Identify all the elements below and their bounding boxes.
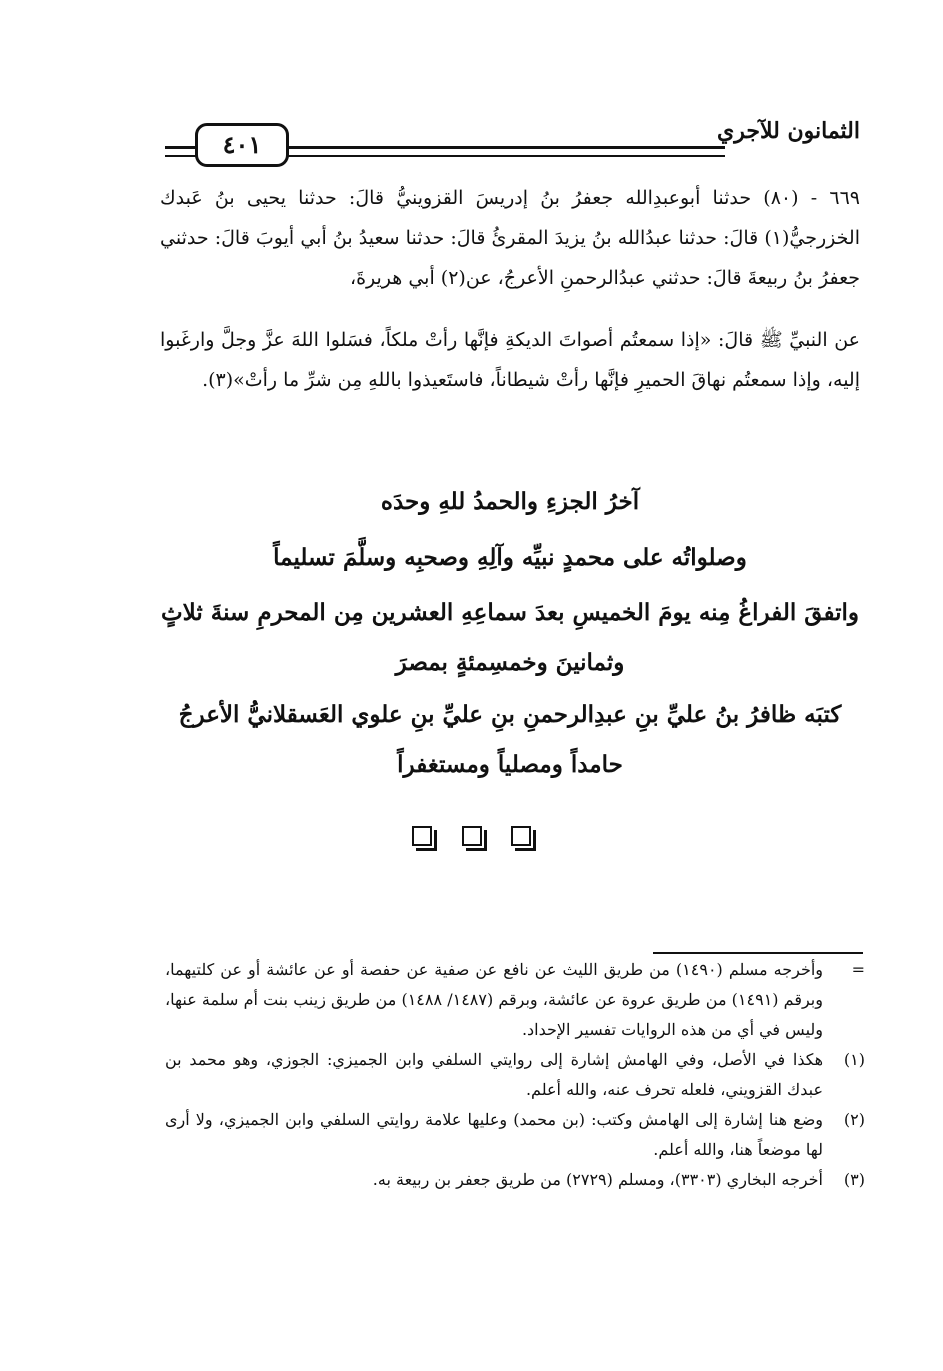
page-header [165,108,860,168]
square-ornament-icon [462,826,482,846]
footnote-number: (٣) [843,1170,865,1189]
hadith-matn: عن النبيِّ ﷺ قالَ: «إذا سمعتُم أصواتَ الديكةِ فإنَّها رأتْ ملكاً، فسَلوا اللهَ عزَّ وجلَّ وارغَبوا إليه، وإذا سمعتُم نهاقَ الحميرِ فإنَّها رأتْ شيطاناً، فاستَعيذوا باللهِ مِن شرِّ ما رأتْ»(٣). [160,329,860,391]
running-title: الثمانون للآجري [717,118,860,144]
footnote-2 [165,1105,865,1165]
footnote-1 [165,1045,865,1105]
section-divider [0,825,943,846]
colophon-line-3: واتفقَ الفراغُ مِنه يومَ الخميسِ بعدَ سماعِهِ العشرين مِن المحرمِ سنةَ ثلاثٍ وثمانينَ وخمسِمئةٍ بمصرَ [161,599,859,676]
footnote-continuation [165,955,865,1045]
footnotes [165,955,865,1195]
footnote-separator [653,952,863,954]
footnote-text: هكذا في الأصل، وفي الهامش إشارة إلى روايتي السلفي وابن الجميزي: الجوزي، وهو محمد بن عبدك القزويني، فلعله تحرف عنه، والله أعلم. [165,1050,823,1099]
page-number: ٤٠١ [195,123,289,167]
footnote-text: أخرجه البخاري (٣٣٠٣)، ومسلم (٢٧٢٩) من طريق جعفر بن ربيعة به. [372,1170,823,1189]
footnote-marker: = [851,960,865,979]
square-ornament-icon [511,826,531,846]
colophon-line-4: كتبَه ظافرُ بنُ عليِّ بنِ عبدِالرحمنِ بنِ عليِّ بنِ علوي العَسقلانيُّ الأعرجُ حامداً ومصلياً ومستغفراً [178,701,842,778]
footnote-3 [165,1165,865,1195]
colophon-line-2: وصلواتُه على محمدٍ نبيِّه وآلِهِ وصحبِه وسلَّمَ تسليماً [273,544,747,571]
footnote-number: (٢) [843,1110,865,1129]
hadith-isnad: ٦٦٩ - (٨٠) حدثنا أبوعبدِالله جعفرُ بنُ إدريسَ القزوينيُّ قالَ: حدثنا يحيى بنُ عَبدك الخزرجيُّ(١) قالَ: حدثنا عبدُالله بنُ يزيدَ المقرئُ قالَ: حدثنا سعيدُ بنُ أبي أيوبَ قالَ: حدثني جعفرُ بنُ ربيعةَ قالَ: حدثني عبدُالرحمنِ الأعرجُ، عن(٢) أبي هريرةَ، [160,187,860,289]
footnote-text: وضع هنا إشارة إلى الهامش وكتب: (بن محمد) وعليها علامة روايتي السلفي وابن الجميزي، ولا أرى لها موضعاً هنا، والله أعلم. [165,1110,824,1159]
footnote-text: وأخرجه مسلم (١٤٩٠) من طريق الليث عن نافع عن صفية عن حفصة أو عن عائشة أو عن كلتيهما، وبرقم (١٤٩١) من طريق عروة عن عائشة، وبرقم (١٤٨٧/ ١٤٨٨) من طريق زينب بنت أم سلمة عنها، وليس في أي من هذه الروايات تفسير الإحداد. [165,960,824,1039]
colophon-line-1: آخرُ الجزءِ والحمدُ للهِ وحدَه [380,488,640,515]
footnote-number: (١) [843,1050,865,1069]
square-ornament-icon [412,826,432,846]
